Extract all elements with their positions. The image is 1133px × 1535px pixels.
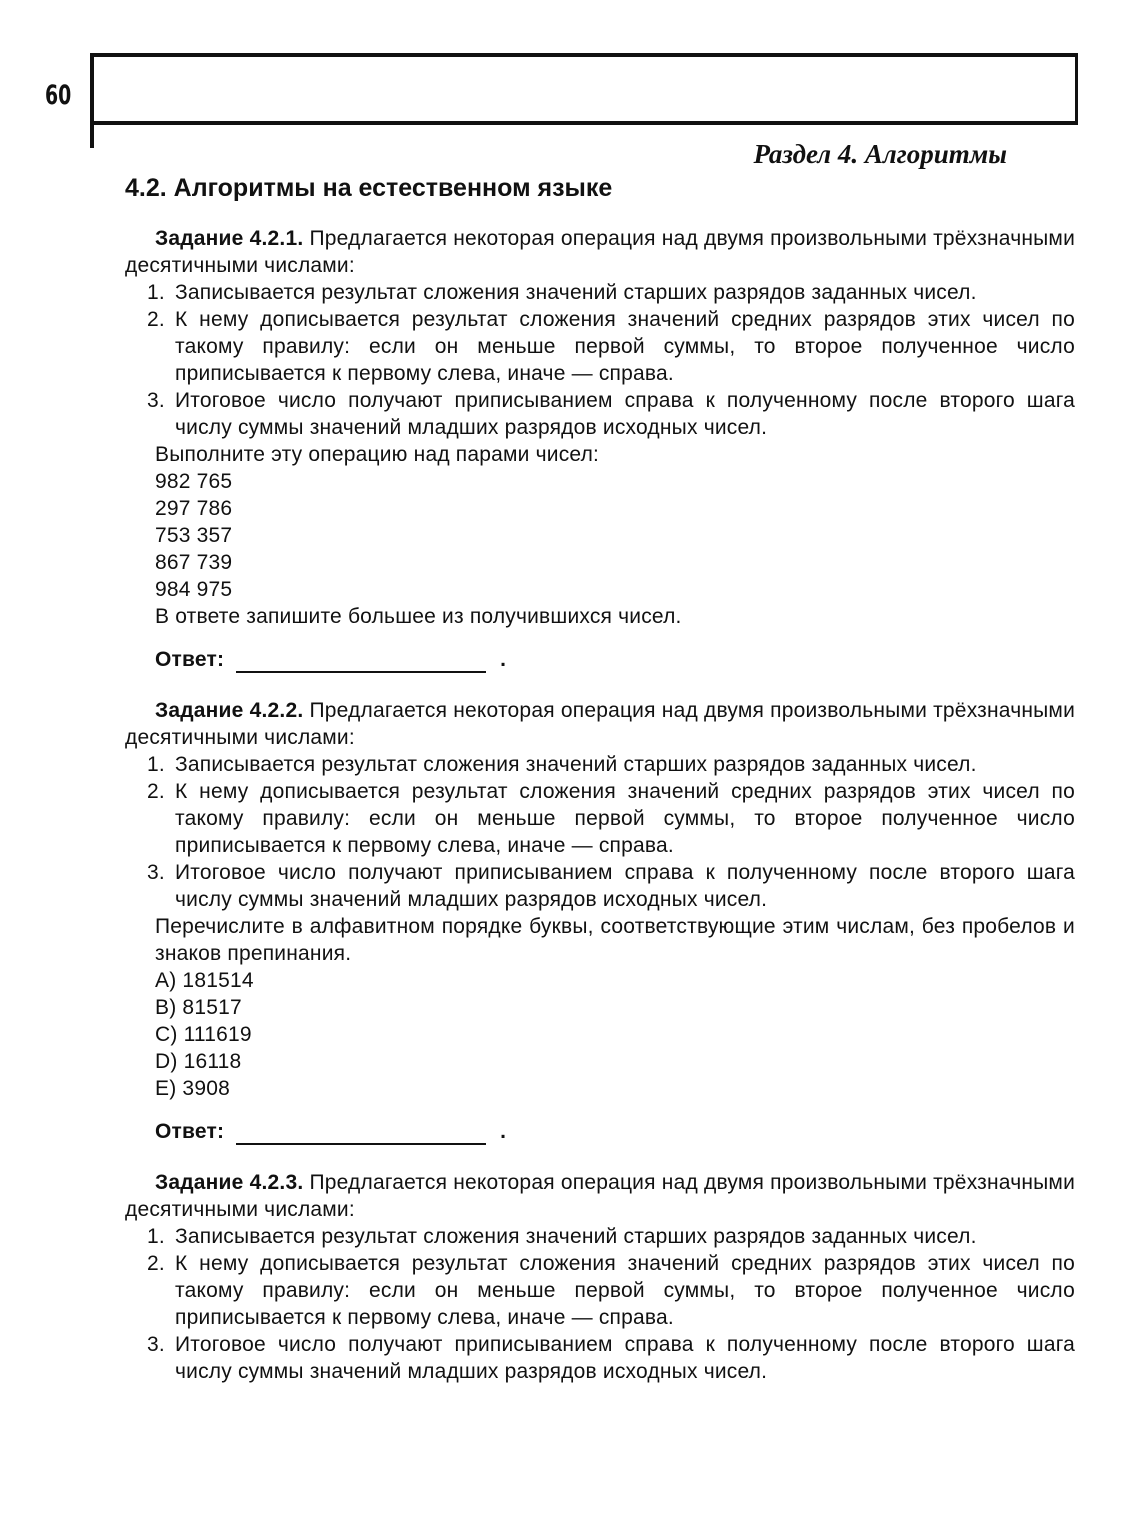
step-number: 3.: [147, 861, 165, 884]
step-text: Записывается результат сложения значений старших разрядов заданных чисел.: [175, 1225, 977, 1248]
section-title: Раздел 4. Алгоритмы: [753, 139, 1007, 169]
answer-blank[interactable]: [236, 1121, 486, 1145]
answer-row: [125, 1118, 1075, 1145]
step-item: [147, 387, 1075, 441]
number-pair: 982 765: [155, 470, 233, 493]
step-text: К нему дописывается результат сложения значений средних разрядов этих чисел по такому правилу: если он меньше первой суммы, то второе полученное число приписывается к первому слева, иначе — справа.: [175, 308, 1075, 385]
task-instruction: Выполните эту операцию над парами чисел:: [155, 443, 600, 466]
steps-list: [125, 1223, 1075, 1385]
number-pair: 867 739: [155, 551, 233, 574]
section-heading: 4.2. Алгоритмы на естественном языке: [125, 174, 613, 202]
step-item: [147, 1223, 1075, 1250]
step-item: [147, 1331, 1075, 1385]
answer-label: Ответ:: [155, 1120, 225, 1143]
task-intro: [125, 225, 1075, 279]
answer-option: E) 3908: [155, 1077, 230, 1100]
number-pair: 297 786: [155, 497, 233, 520]
step-number: 3.: [147, 1333, 165, 1356]
task-intro-text: Предлагается некоторая операция над двумя произвольными трёхзначными десятичными числами:: [125, 1171, 1075, 1221]
step-text: Итоговое число получают приписыванием справа к полученному после второго шага числу суммы значений младших разрядов исходных чисел.: [175, 861, 1075, 911]
step-item: [147, 859, 1075, 913]
task-intro-text: Предлагается некоторая операция над двумя произвольными трёхзначными десятичными числами:: [125, 699, 1075, 749]
task-label: Задание 4.2.1.: [155, 227, 304, 250]
step-item: [147, 279, 1075, 306]
step-text: Итоговое число получают приписыванием справа к полученному после второго шага числу суммы значений младших разрядов исходных чисел.: [175, 389, 1075, 439]
step-number: 1.: [147, 753, 165, 776]
step-number: 1.: [147, 281, 165, 304]
task-intro-text: Предлагается некоторая операция над двумя произвольными трёхзначными десятичными числами:: [125, 227, 1075, 277]
answer-option: C) 111619: [155, 1023, 252, 1046]
header-divider: [90, 120, 94, 148]
answer-option: D) 16118: [155, 1050, 242, 1073]
task-4-2-3: [125, 1169, 1075, 1385]
task-label: Задание 4.2.2.: [155, 699, 304, 722]
task-label: Задание 4.2.3.: [155, 1171, 304, 1194]
answer-end: .: [500, 1120, 507, 1143]
step-item: [147, 306, 1075, 387]
step-number: 1.: [147, 1225, 165, 1248]
task-instruction: Перечислите в алфавитном порядке буквы, соответствующие этим числам, без пробелов и знаков препинания.: [155, 915, 1075, 965]
step-item: [147, 778, 1075, 859]
answer-label: Ответ:: [155, 648, 225, 671]
step-text: К нему дописывается результат сложения значений средних разрядов этих чисел по такому правилу: если он меньше первой суммы, то второе полученное число приписывается к первому слева, иначе — справа.: [175, 1252, 1075, 1329]
answer-end: .: [500, 648, 507, 671]
page-number: 60: [45, 80, 72, 111]
step-item: [147, 751, 1075, 778]
number-pair: 984 975: [155, 578, 233, 601]
step-item: [147, 1250, 1075, 1331]
steps-list: [125, 279, 1075, 441]
number-pair: 753 357: [155, 524, 233, 547]
answer-row: [125, 646, 1075, 673]
task-4-2-2: [125, 697, 1075, 1145]
task-intro: [125, 1169, 1075, 1223]
step-number: 3.: [147, 389, 165, 412]
task-intro: [125, 697, 1075, 751]
step-number: 2.: [147, 1252, 165, 1275]
steps-list: [125, 751, 1075, 913]
step-text: К нему дописывается результат сложения значений средних разрядов этих чисел по такому правилу: если он меньше первой суммы, то второе полученное число приписывается к первому слева, иначе — справа.: [175, 780, 1075, 857]
step-number: 2.: [147, 308, 165, 331]
header-frame: [90, 53, 1078, 169]
answer-blank[interactable]: [236, 649, 486, 673]
step-text: Записывается результат сложения значений старших разрядов заданных чисел.: [175, 281, 977, 304]
answer-option: A) 181514: [155, 969, 254, 992]
answer-option: B) 81517: [155, 996, 242, 1019]
step-text: Итоговое число получают приписыванием справа к полученному после второго шага числу суммы значений младших разрядов исходных чисел.: [175, 1333, 1075, 1383]
page-content: [125, 170, 1075, 1385]
task-4-2-1: [125, 225, 1075, 673]
step-number: 2.: [147, 780, 165, 803]
step-text: Записывается результат сложения значений старших разрядов заданных чисел.: [175, 753, 977, 776]
task-closing: В ответе запишите большее из получившихся чисел.: [155, 605, 682, 628]
